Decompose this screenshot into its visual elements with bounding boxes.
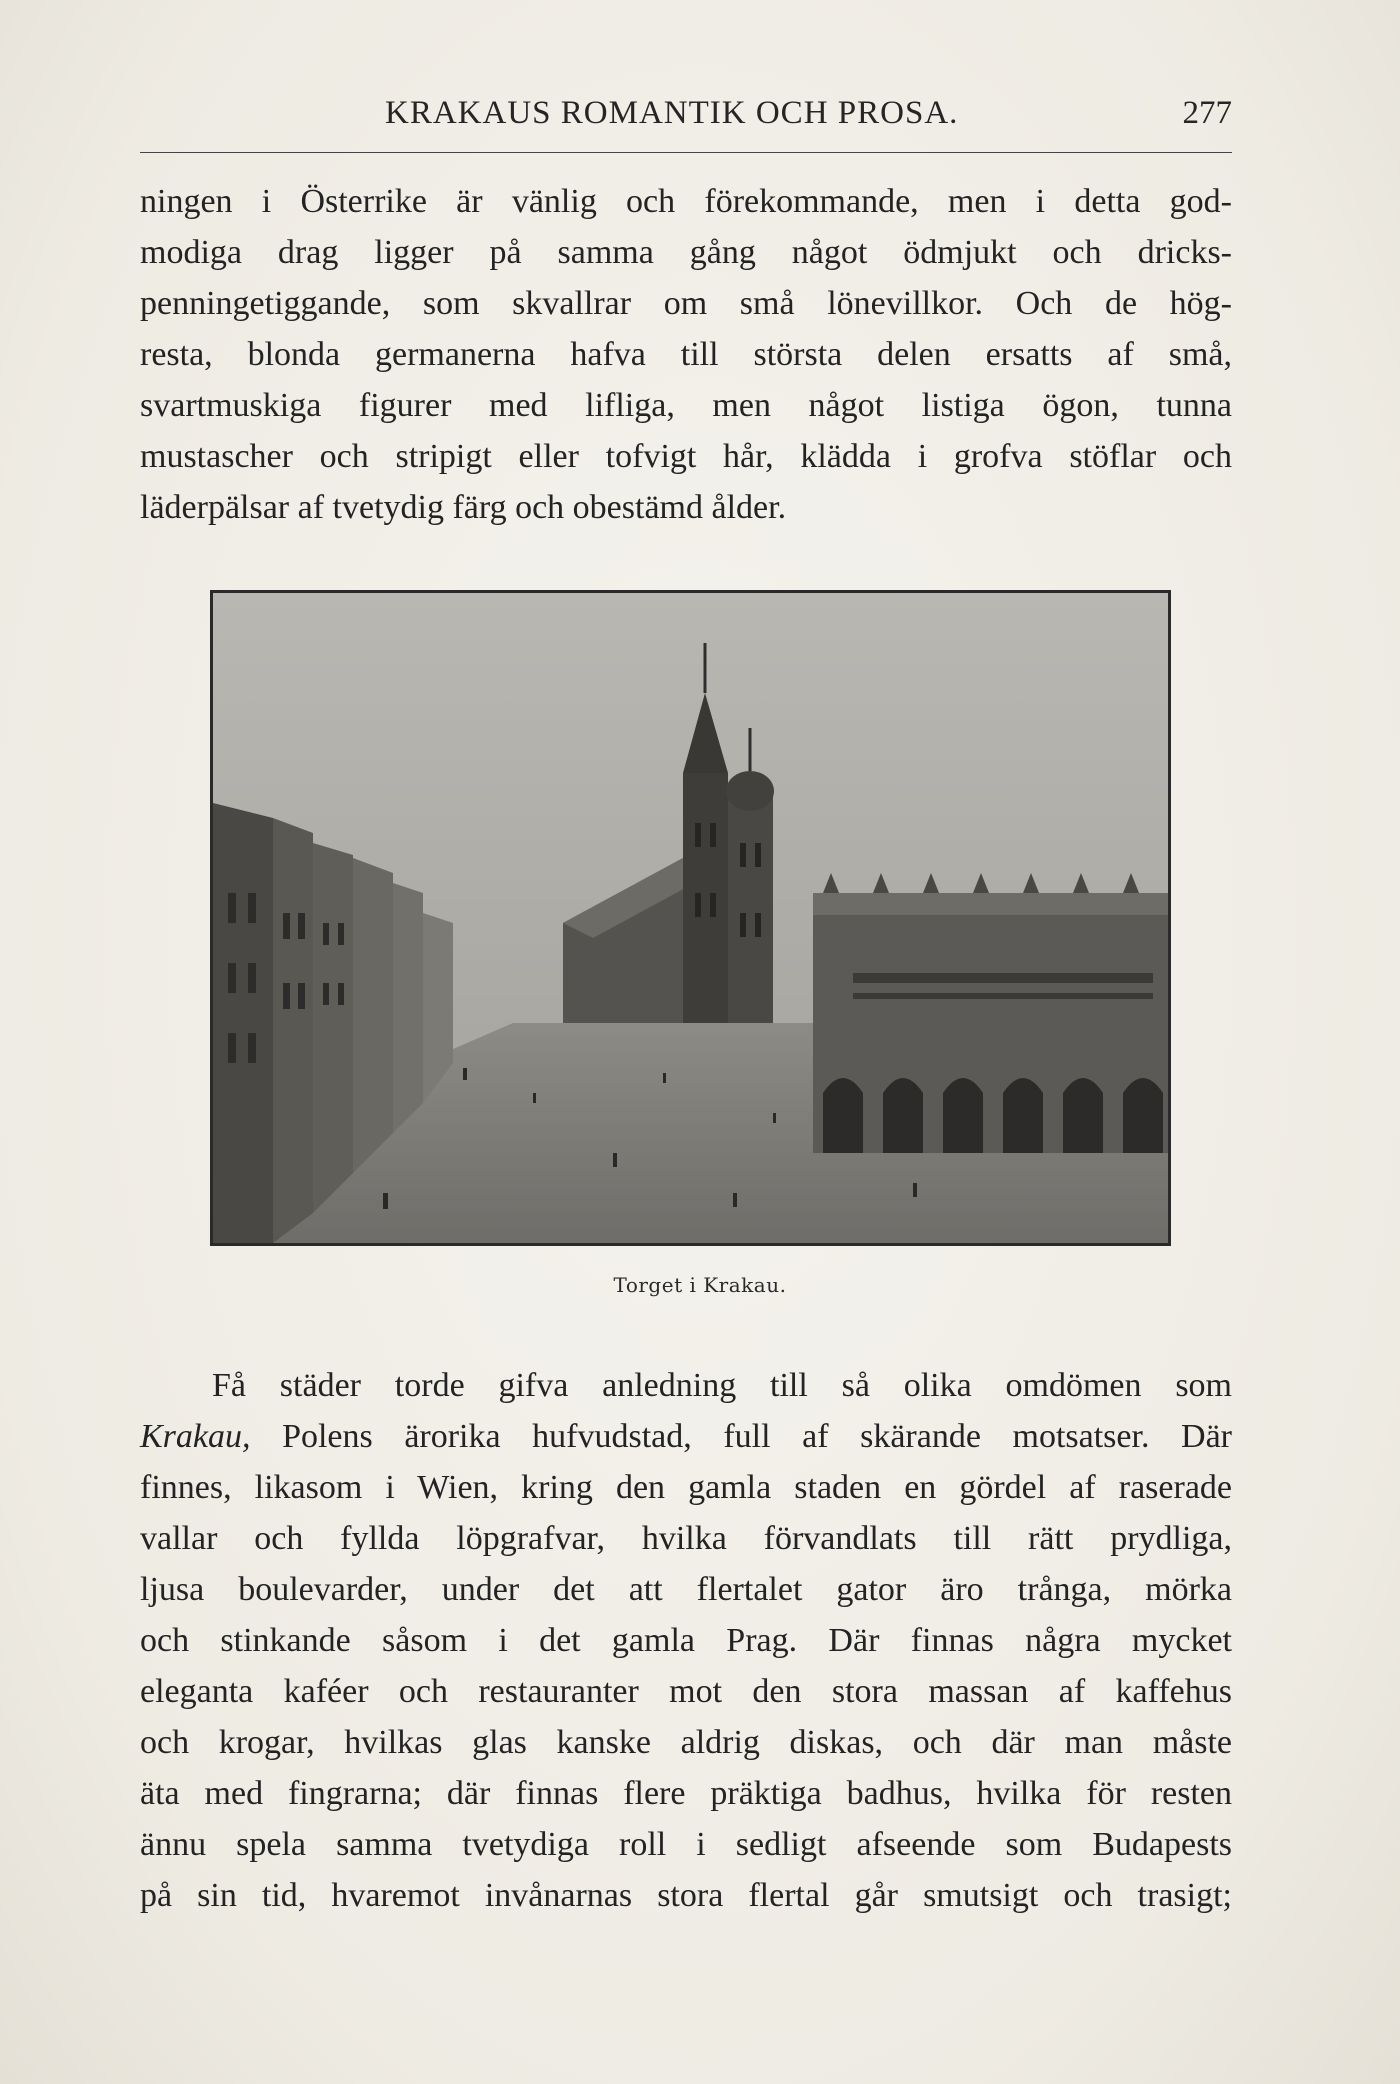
figure-caption: Torget i Krakau. (613, 1273, 787, 1297)
paragraph-1 (140, 176, 1232, 533)
page-number: 277 (1182, 95, 1232, 131)
text-line: eleganta kaféer och restauranter mot den stora massan af kaffehus (140, 1673, 1232, 1710)
text-line: ningen i Österrike är vänlig och förekommande, men i detta god- (140, 183, 1232, 220)
italic-word: Krakau, (140, 1418, 251, 1455)
text-line: resta, blonda germanerna hafva till största delen ersatts af små, (140, 336, 1232, 373)
text-line: mustascher och stripigt eller tofvigt hår, klädda i grofva stöflar och (140, 438, 1232, 475)
page-header (140, 95, 1232, 145)
market-square-photograph-icon (213, 593, 1168, 1243)
text-line: finnes, likasom i Wien, kring den gamla staden en gördel af raserade (140, 1469, 1232, 1506)
text-line: och krogar, hvilkas glas kanske aldrig diskas, och där man måste (140, 1724, 1232, 1761)
text-line: modiga drag ligger på samma gång något ödmjukt och dricks- (140, 234, 1232, 271)
text-line: äta med fingrarna; där finnas flere präktiga badhus, hvilka för resten (140, 1775, 1232, 1812)
text-line-rest: Polens ärorika hufvudstad, full af skärande motsatser. Där (250, 1418, 1232, 1455)
header-rule (140, 152, 1232, 153)
text-line: läderpälsar af tvetydig färg och obestämd ålder. (140, 489, 787, 526)
text-line: penningetiggande, som skvallrar om små lönevillkor. Och de hög- (140, 285, 1232, 322)
running-title: KRAKAUS ROMANTIK OCH PROSA. (385, 95, 959, 131)
text-line (140, 1411, 1232, 1462)
text-line: och stinkande såsom i det gamla Prag. Där finnas några mycket (140, 1622, 1232, 1659)
text-line: ljusa boulevarder, under det att flertalet gator äro trånga, mörka (140, 1571, 1232, 1608)
figure-photograph (210, 590, 1171, 1246)
text-line: vallar och fyllda löpgrafvar, hvilka förvandlats till rätt prydliga, (140, 1520, 1232, 1557)
text-line: Få städer torde gifva anledning till så olika omdömen som (212, 1367, 1232, 1404)
text-line: på sin tid, hvaremot invånarnas stora flertal går smutsigt och trasigt; (140, 1877, 1232, 1914)
paragraph-2 (140, 1360, 1232, 1921)
text-line: svartmuskiga figurer med lifliga, men något listiga ögon, tunna (140, 387, 1232, 424)
text-line: ännu spela samma tvetydiga roll i sedligt afseende som Budapests (140, 1826, 1232, 1863)
